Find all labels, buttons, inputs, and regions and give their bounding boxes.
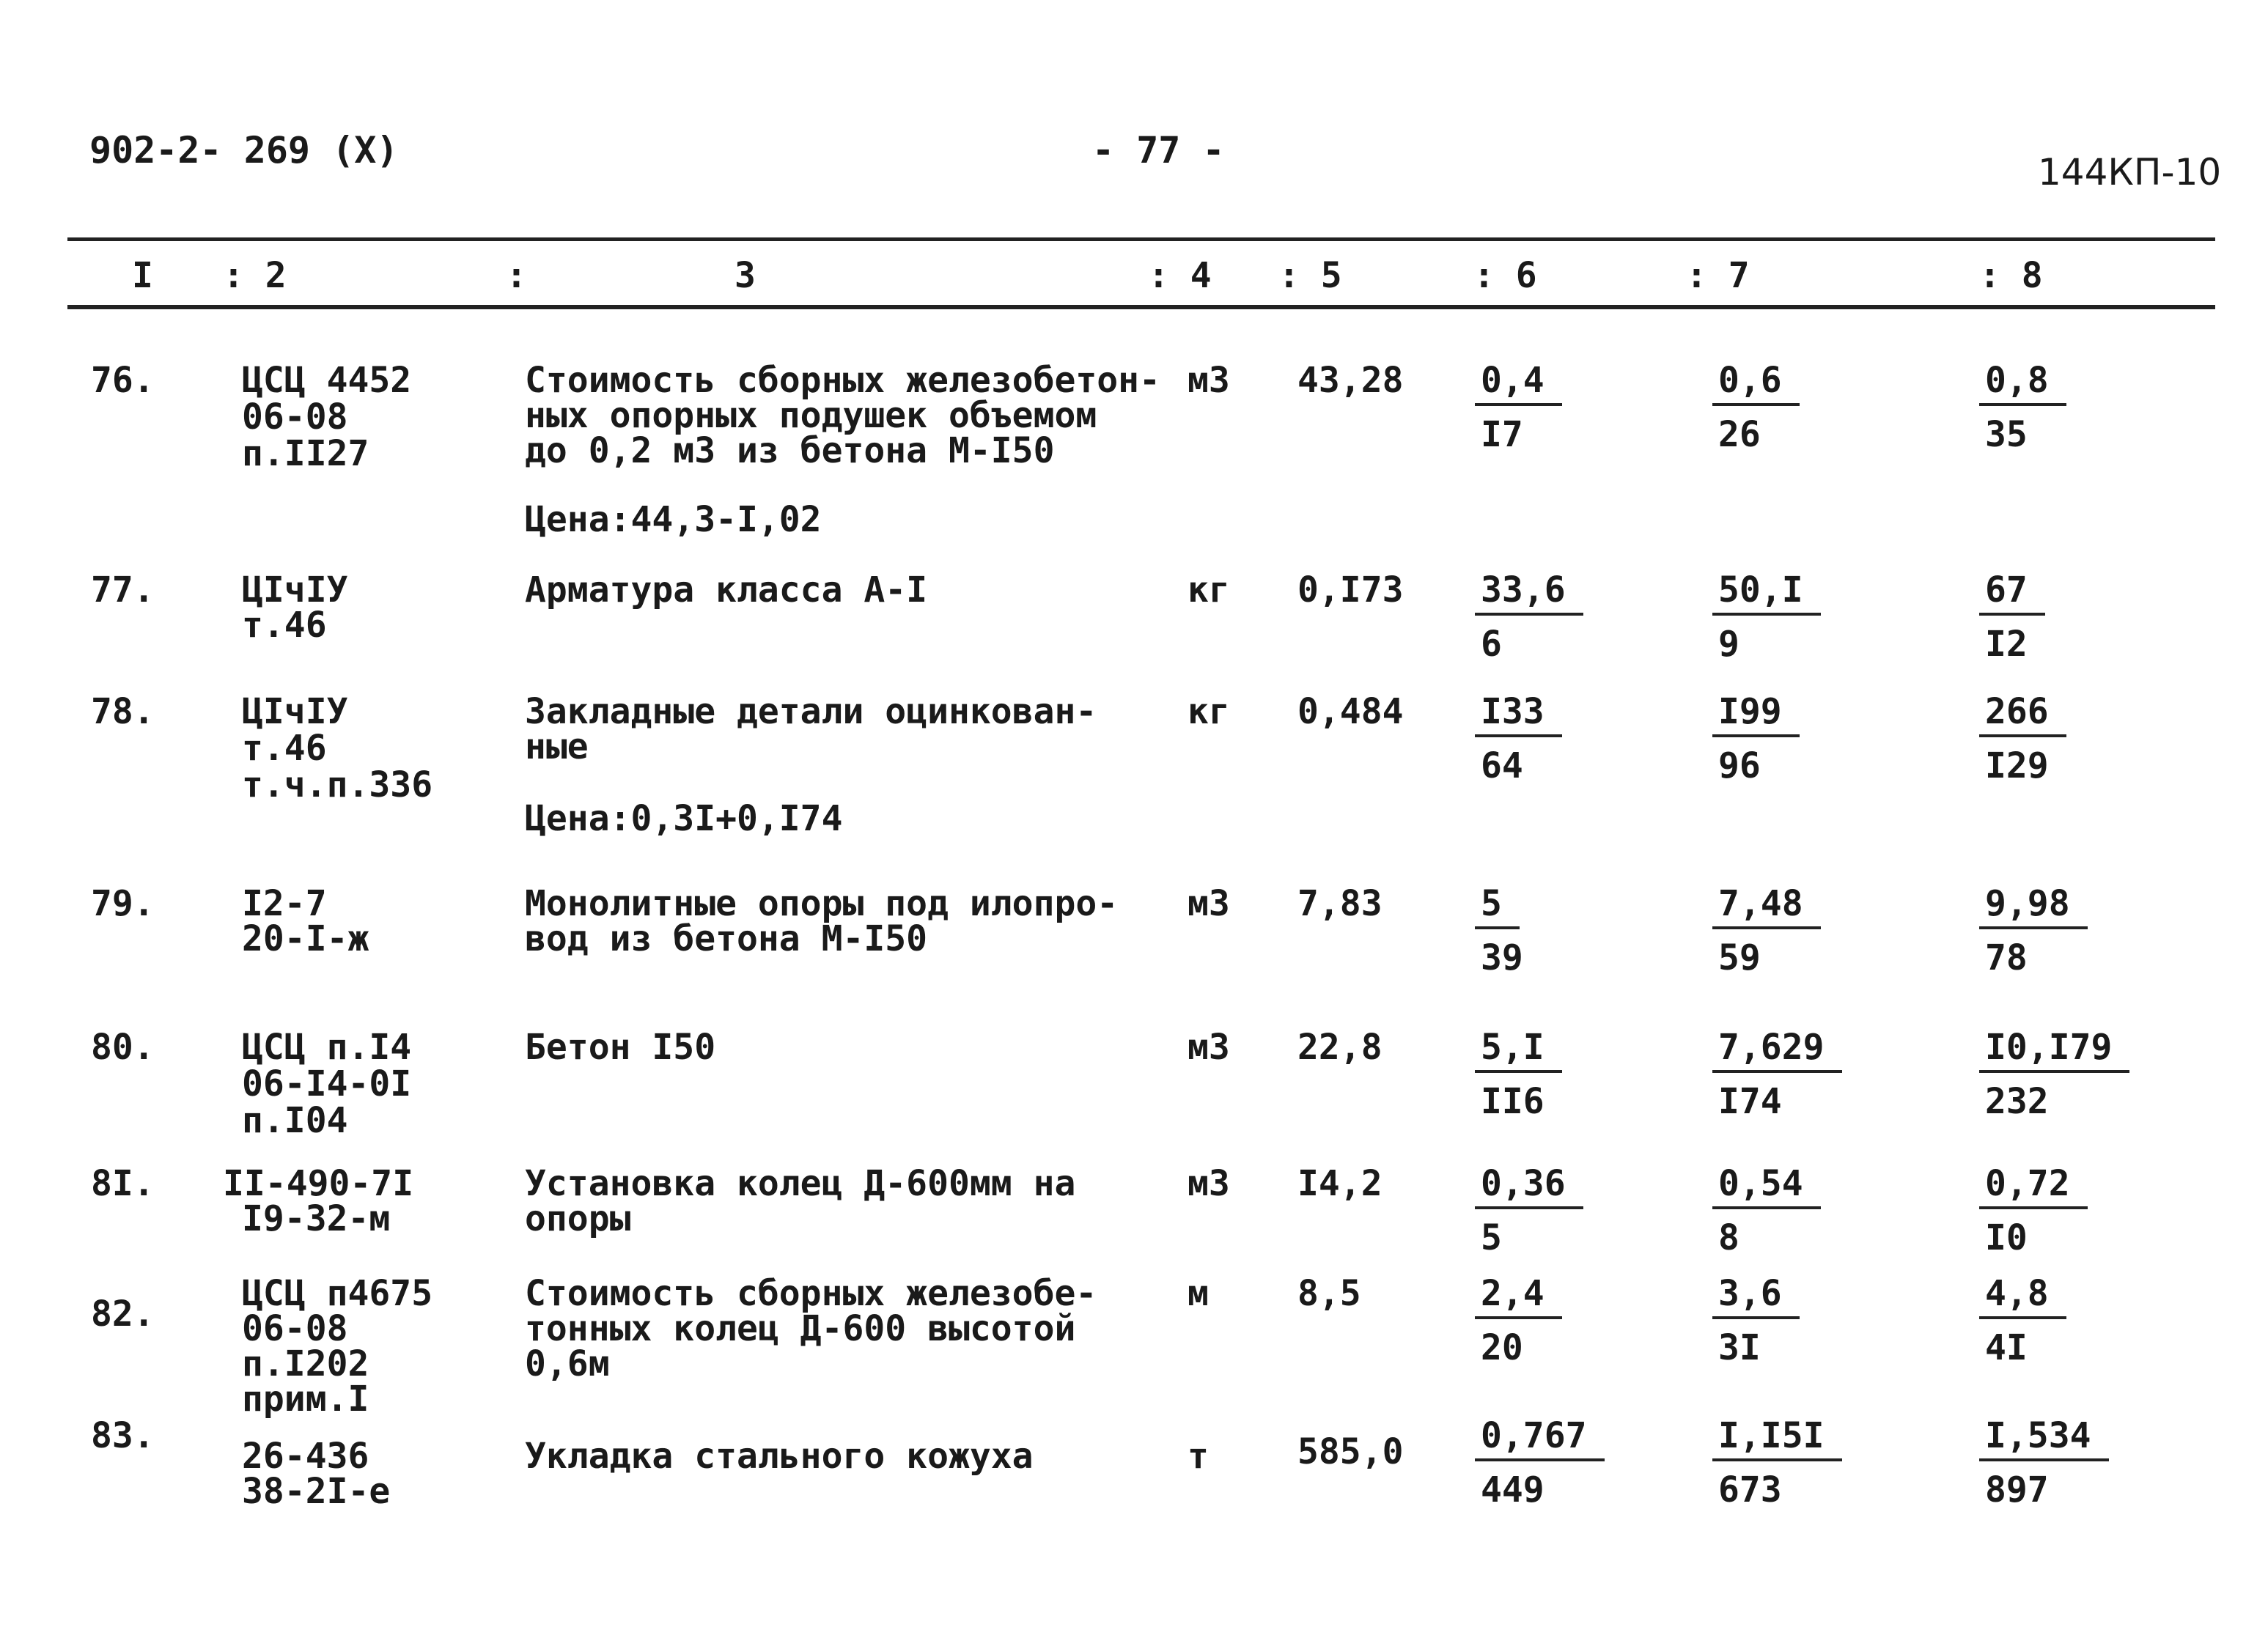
- quantity: 0,484: [1297, 691, 1404, 732]
- column-8-fraction: [1979, 362, 2066, 453]
- fraction-bottom: I29: [1985, 745, 2049, 786]
- fraction-top: 50,I: [1712, 572, 1821, 616]
- column-8-fraction: [1979, 1165, 2088, 1256]
- column-header-7: : 7: [1686, 255, 1750, 296]
- column-6-fraction: [1475, 569, 1583, 665]
- description-line: вод из бетона М-I50: [525, 918, 928, 959]
- code-line: ЦСЦ 4452: [242, 360, 412, 401]
- description-line: до 0,2 м3 из бетона М-I50: [525, 430, 1055, 471]
- fraction-bottom: 4I: [1985, 1327, 2028, 1368]
- unit: м: [1188, 1273, 1209, 1314]
- code-line: т.46: [242, 728, 327, 769]
- description-line: Установка колец Д-600мм на: [525, 1163, 1076, 1204]
- code-line: п.I04: [242, 1100, 348, 1141]
- code-line: 38-2I-е: [242, 1471, 391, 1512]
- row-number: 79.: [91, 883, 155, 924]
- unit: м3: [1188, 1163, 1230, 1204]
- column-8-fraction: [1979, 569, 2045, 665]
- unit: кг: [1188, 569, 1230, 610]
- fraction-bottom: 5: [1481, 1217, 1502, 1258]
- fraction-bottom: 3I: [1718, 1327, 1761, 1368]
- fraction-top: 2,4: [1475, 1275, 1562, 1319]
- fraction-bottom: II6: [1481, 1081, 1544, 1122]
- unit: м3: [1188, 360, 1230, 401]
- fraction-top: 0,72: [1979, 1165, 2088, 1209]
- code-line: ЦСЦ п.I4: [242, 1027, 412, 1068]
- row-number: 78.: [91, 691, 155, 732]
- fraction-bottom: I7: [1481, 414, 1523, 455]
- description-line: 0,6м: [525, 1343, 610, 1384]
- code-line: I9-32-м: [242, 1198, 391, 1239]
- row-number: 83.: [91, 1415, 155, 1456]
- unit: кг: [1188, 691, 1230, 732]
- fraction-top: 0,8: [1979, 362, 2066, 406]
- fraction-bottom: 8: [1718, 1217, 1739, 1258]
- price-note: Цена:0,3I+0,I74: [525, 798, 843, 839]
- column-header-4: : 4: [1148, 255, 1212, 296]
- fraction-bottom: 26: [1718, 414, 1761, 455]
- description-line: Бетон I50: [525, 1027, 716, 1068]
- document-code: 902-2- 269 (X): [89, 129, 399, 171]
- fraction-top: 7,629: [1712, 1029, 1842, 1073]
- fraction-top: 266: [1979, 693, 2066, 737]
- description-line: ных опорных подушек объемом: [525, 395, 1097, 436]
- column-6-fraction: [1475, 1275, 1562, 1366]
- fraction-top: 3,6: [1712, 1275, 1800, 1319]
- column-header-8: : 8: [1979, 255, 2043, 296]
- column-6-fraction: [1475, 1165, 1583, 1256]
- column-7-fraction: [1712, 885, 1821, 976]
- unit: м3: [1188, 1027, 1230, 1068]
- fraction-top: I33: [1475, 693, 1562, 737]
- code-line: 06-08: [242, 1308, 348, 1349]
- fraction-bottom: 6: [1481, 624, 1502, 665]
- column-7-fraction: [1712, 693, 1800, 784]
- fraction-top: I0,I79: [1979, 1029, 2129, 1073]
- unit: м3: [1188, 883, 1230, 924]
- code-line: прим.I: [242, 1379, 369, 1420]
- description-line: Стоимость сборных железобе-: [525, 1273, 1097, 1314]
- fraction-top: 9,98: [1979, 885, 2088, 929]
- code-line: 06-08: [242, 396, 348, 438]
- description-line: Закладные детали оцинкован-: [525, 691, 1097, 732]
- fraction-top: 67: [1979, 572, 2045, 616]
- column-header-1: I: [132, 255, 153, 296]
- fraction-bottom: 9: [1718, 624, 1739, 665]
- column-separator: :: [506, 255, 527, 296]
- column-header-2: : 2: [223, 255, 287, 296]
- page-number: - 77 -: [1092, 129, 1225, 171]
- row-number: 76.: [91, 360, 155, 401]
- fraction-bottom: 897: [1985, 1469, 2049, 1510]
- column-8-fraction: [1979, 1417, 2109, 1508]
- column-header-3: 3: [734, 255, 756, 296]
- column-8-fraction: [1979, 693, 2066, 784]
- fraction-top: 0,767: [1475, 1417, 1605, 1461]
- column-7-fraction: [1712, 1417, 1842, 1508]
- row-number: 8I.: [91, 1163, 155, 1204]
- column-6-fraction: [1475, 885, 1523, 976]
- code-line: т.ч.п.336: [242, 764, 433, 805]
- header-rule: [67, 305, 2215, 309]
- fraction-top: 0,36: [1475, 1165, 1583, 1209]
- fraction-bottom: 673: [1718, 1469, 1782, 1510]
- description-line: Арматура класса А-I: [525, 569, 928, 610]
- column-header-5: : 5: [1278, 255, 1342, 296]
- price-note: Цена:44,3-I,02: [525, 499, 822, 540]
- column-6-fraction: [1475, 1029, 1562, 1120]
- fraction-bottom: I0: [1985, 1217, 2028, 1258]
- fraction-top: 5: [1475, 885, 1520, 929]
- fraction-bottom: 96: [1718, 745, 1761, 786]
- fraction-top: 33,6: [1475, 572, 1583, 616]
- quantity: 585,0: [1297, 1431, 1404, 1472]
- fraction-bottom: I74: [1718, 1081, 1782, 1122]
- description-line: тонных колец Д-600 высотой: [525, 1308, 1076, 1349]
- quantity: 8,5: [1297, 1273, 1361, 1314]
- column-6-fraction: [1475, 1417, 1605, 1508]
- fraction-top: I99: [1712, 693, 1800, 737]
- column-7-fraction: [1712, 1275, 1800, 1366]
- code-line: I2-7: [242, 883, 327, 924]
- quantity: 0,I73: [1297, 569, 1404, 610]
- fraction-bottom: 35: [1985, 414, 2028, 455]
- fraction-top: 0,54: [1712, 1165, 1821, 1209]
- quantity: 22,8: [1297, 1027, 1382, 1068]
- code-line: ЦIчIУ: [242, 691, 348, 732]
- top-rule: [67, 237, 2215, 241]
- fraction-bottom: I2: [1985, 624, 2028, 665]
- row-number: 77.: [91, 569, 155, 610]
- code-line: п.I202: [242, 1343, 369, 1384]
- column-7-fraction: [1712, 1165, 1821, 1256]
- description-line: Укладка стального кожуха: [525, 1436, 1034, 1477]
- column-6-fraction: [1475, 693, 1562, 784]
- quantity: I4,2: [1297, 1163, 1382, 1204]
- column-8-fraction: [1979, 1275, 2066, 1366]
- quantity: 7,83: [1297, 883, 1382, 924]
- column-6-fraction: [1475, 362, 1562, 453]
- code-line: II-490-7I: [223, 1163, 414, 1204]
- fraction-top: I,I5I: [1712, 1417, 1842, 1461]
- description-line: Монолитные опоры под илопро-: [525, 883, 1119, 924]
- description-line: Стоимость сборных железобетон-: [525, 360, 1160, 401]
- fraction-bottom: 20: [1481, 1327, 1523, 1368]
- fraction-top: 0,4: [1475, 362, 1562, 406]
- fraction-bottom: 39: [1481, 937, 1523, 978]
- column-7-fraction: [1712, 1029, 1842, 1120]
- column-header-6: : 6: [1473, 255, 1537, 296]
- column-7-fraction: [1712, 362, 1800, 453]
- fraction-bottom: 59: [1718, 937, 1761, 978]
- description-line: опоры: [525, 1198, 631, 1239]
- column-8-fraction: [1979, 1029, 2129, 1120]
- row-number: 80.: [91, 1027, 155, 1068]
- fraction-bottom: 232: [1985, 1081, 2049, 1122]
- quantity: 43,28: [1297, 360, 1404, 401]
- code-line: ЦСЦ п4675: [242, 1273, 433, 1314]
- fraction-top: 5,I: [1475, 1029, 1562, 1073]
- code-line: т.46: [242, 605, 327, 646]
- description-line: ные: [525, 726, 589, 767]
- sheet-code: 144КП-10: [2038, 151, 2222, 193]
- fraction-top: 7,48: [1712, 885, 1821, 929]
- code-line: 26-436: [242, 1436, 369, 1477]
- row-number: 82.: [91, 1294, 155, 1335]
- fraction-bottom: 78: [1985, 937, 2028, 978]
- unit: т: [1188, 1436, 1209, 1477]
- column-7-fraction: [1712, 569, 1821, 665]
- fraction-top: 4,8: [1979, 1275, 2066, 1319]
- code-line: 20-I-ж: [242, 918, 369, 959]
- code-line: ЦIчIУ: [242, 569, 348, 610]
- code-line: 06-I4-0I: [242, 1063, 412, 1104]
- fraction-top: 0,6: [1712, 362, 1800, 406]
- code-line: п.II27: [242, 433, 369, 474]
- column-8-fraction: [1979, 885, 2088, 976]
- fraction-bottom: 449: [1481, 1469, 1544, 1510]
- fraction-bottom: 64: [1481, 745, 1523, 786]
- fraction-top: I,534: [1979, 1417, 2109, 1461]
